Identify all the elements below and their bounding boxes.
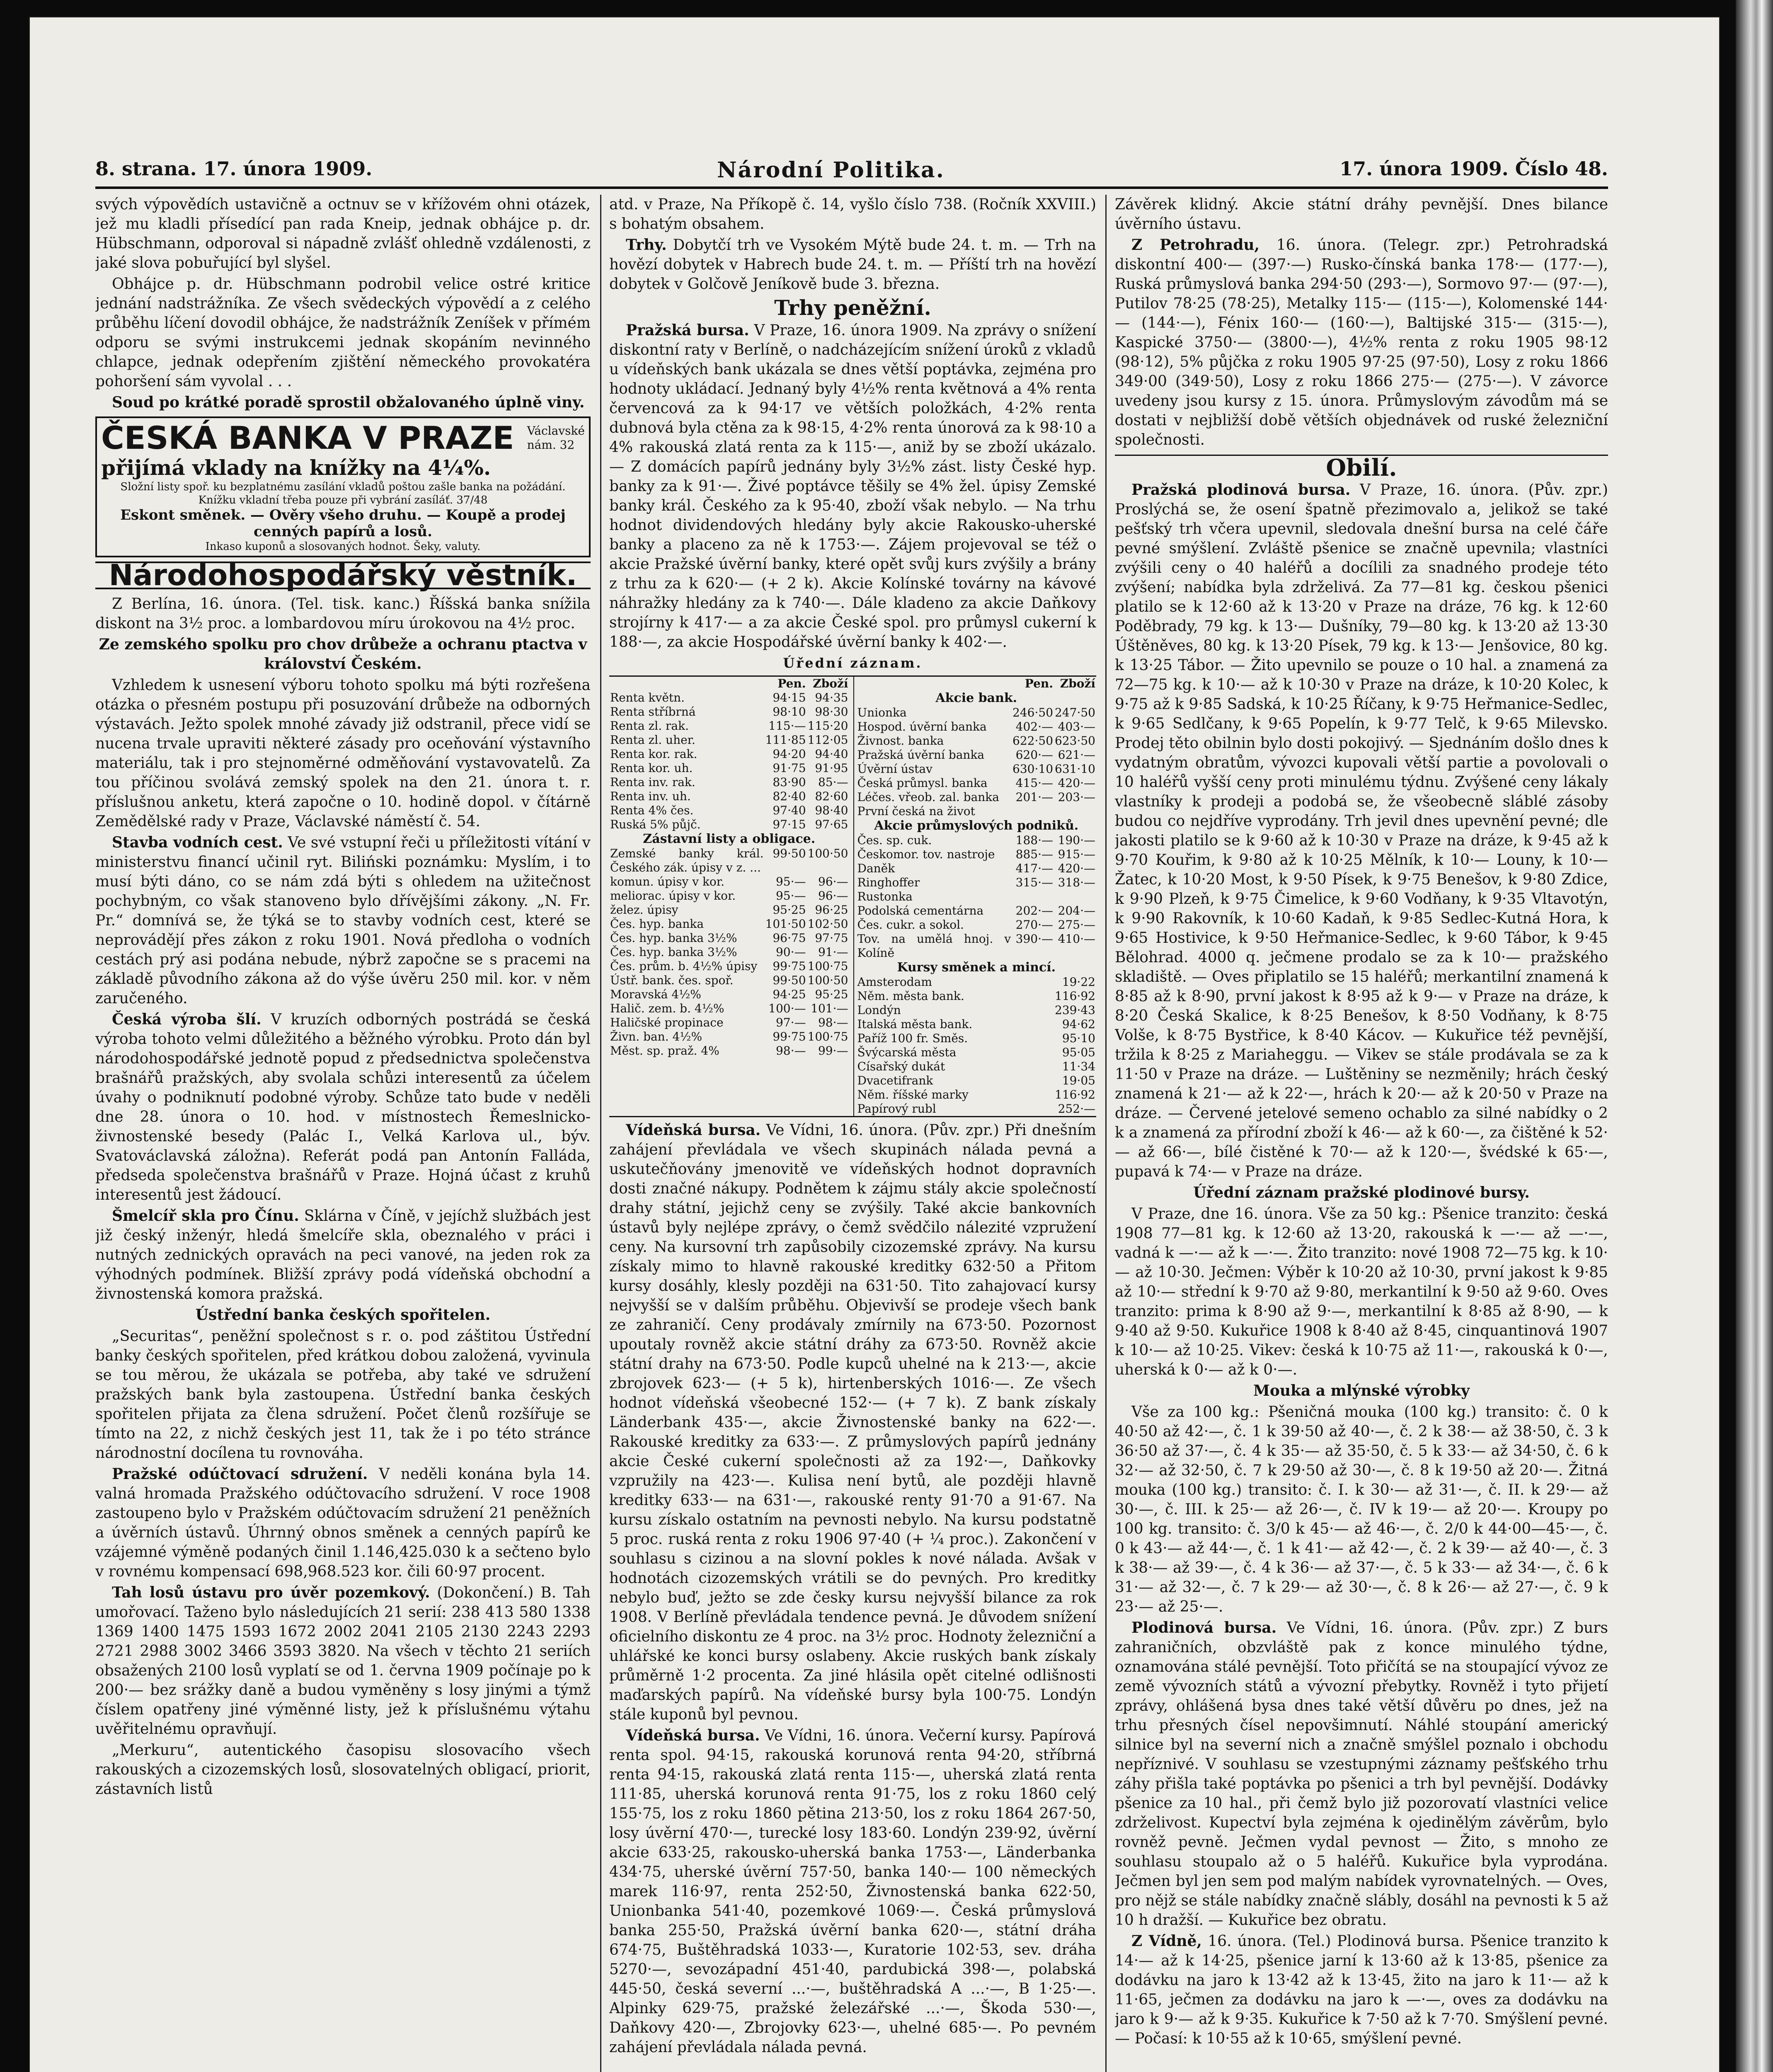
price-cell: 203·—	[1058, 790, 1095, 804]
price-cell: 85·—	[818, 775, 848, 789]
section-title: Národohospodářský věstník.	[95, 562, 591, 589]
security-name-cell: Švýcarská města	[857, 1046, 957, 1059]
price-cell	[1012, 1003, 1054, 1017]
quotes-table	[609, 677, 849, 1058]
price-cell: 190·—	[1058, 833, 1095, 847]
article-heading: Stavba vodních cest.	[112, 834, 283, 851]
price-cell: 100·75	[807, 959, 848, 973]
security-name-cell: Císařský dukát	[857, 1060, 945, 1073]
price-cell: 94·25	[773, 988, 806, 1001]
price-cell: 19·05	[1062, 1074, 1095, 1087]
price-cell	[1012, 890, 1054, 904]
price-cell: 100·50	[807, 973, 848, 987]
security-name-cell: První česká na život	[857, 804, 975, 818]
table-header-row	[609, 677, 849, 691]
table-row	[857, 776, 1097, 790]
column-rule	[1105, 195, 1107, 2072]
section-title: Trhy peněžní.	[774, 295, 931, 320]
price-cell: 275·—	[1058, 918, 1095, 932]
price-cell: 415·—	[1015, 776, 1054, 790]
table-row	[609, 775, 849, 789]
security-name-cell: Renta zl. rak.	[610, 719, 689, 733]
price-cell: 100·—	[768, 1002, 806, 1015]
security-name-cell: Léčes. vřeob. zal. banka	[857, 790, 999, 804]
price-cell: 390·—	[1015, 932, 1054, 946]
security-name-cell: Čes. prům. b. 4½% úpisy	[610, 959, 758, 973]
table-row	[857, 804, 1097, 818]
price-cell: 112·05	[807, 733, 848, 747]
price-cell: 116·92	[1055, 989, 1095, 1003]
table-row	[609, 875, 849, 889]
security-name-cell: Italská města bank.	[857, 1017, 973, 1031]
table-row	[857, 1003, 1097, 1017]
paragraph: 16. února. (Telegr. zpr.) Petrohradská diskontní 400·— (397·—) Rusko-čínská banka 178·— (177·—), Ruská průmyslová banka 294·50 (293·—), Sormovo 97·— (97·—), Putilov 78·25 (78·25), Metalky 115·— (115·—), Kolomenské 144·— (144·—), Fénix 160·— (160·—), Baltijské 315·— (315·—), Kaspické 3750·— (3800·—), 4½% renta z roku 1905 98·12 (98·12), 5% půjčka z roku 1905 97·25 (97·50), Losy z roku 1866 349·00 (349·50), Losy z roku 1866 275·— (275·—). V závorce uvedeny jsou kursy z 15. února. Průmyslovým závodům má se dostati v nejbližší době větších objednávek od ruské železniční společnosti.	[1115, 237, 1608, 448]
price-cell: 403·—	[1058, 720, 1095, 733]
table-row	[857, 1060, 1097, 1074]
price-cell: 630·10	[1012, 762, 1054, 776]
security-name-cell: Čes. hyp. banka 3½%	[610, 945, 737, 959]
price-cell: 82·40	[773, 789, 806, 803]
column-header: Zboží	[1060, 677, 1095, 690]
price-cell: 115·20	[807, 719, 848, 733]
price-cell: 95·25	[773, 903, 806, 917]
price-cell	[1012, 1060, 1054, 1074]
price-cell	[1012, 1031, 1054, 1046]
column-header: Zboží	[813, 677, 848, 690]
security-name-cell: Renta květn.	[610, 691, 685, 704]
table-row	[857, 960, 1097, 975]
table-row	[609, 747, 849, 761]
article-heading: Tah losů ústavu pro úvěr pozemkový.	[112, 1584, 430, 1601]
newspaper-page	[95, 157, 1608, 2072]
security-name-cell: Úvěrní ústav	[857, 762, 933, 776]
table-row	[609, 973, 849, 988]
table-row	[609, 1044, 849, 1058]
column-header: Pen.	[1025, 677, 1054, 690]
table-row	[857, 890, 1097, 904]
table-row	[857, 1102, 1097, 1116]
security-name-cell: Tov. na umělá hnoj. v Kolíně	[857, 932, 1011, 960]
masthead-title: Národní Politika.	[717, 157, 945, 183]
scan-edge-strip	[1736, 0, 1773, 2072]
table-row	[609, 1030, 849, 1044]
security-name-cell: Renta zl. uher.	[610, 733, 695, 747]
article-heading: Mouka a mlýnské výrobky	[1253, 1382, 1470, 1399]
article-heading: Ústřední banka českých spořitelen.	[195, 1306, 491, 1324]
price-cell: 620·—	[1015, 748, 1054, 762]
paragraph: Závěrek klidný. Akcie státní dráhy pevnější. Dnes bilance úvěrního ústavu.	[1115, 196, 1608, 232]
table-row	[609, 1016, 849, 1030]
price-cell: 621·—	[1058, 748, 1095, 762]
price-cell: 91·—	[818, 945, 848, 959]
table-row	[609, 804, 849, 818]
article-heading: Úřední záznam pražské plodinové bursy.	[1193, 1184, 1530, 1201]
security-name-cell: Něm. říšské marky	[857, 1088, 969, 1101]
price-cell: 239·43	[1055, 1003, 1095, 1017]
table-row	[609, 789, 849, 804]
price-cell: 115·—	[768, 719, 806, 733]
column-1	[95, 195, 591, 2072]
security-name-cell: Něm. města bank.	[857, 989, 964, 1003]
bank-address	[527, 424, 585, 452]
paragraph: 16. února. (Tel.) Plodinová bursa. Pšenice tranzito k 14·— až k 14·25, pšenice jarní k 13·60 až k 13·85, pšenice za dodávku na jaro k 13·42 až k 13·45, žito na jaro k 11·— až k 11·65, ječmen za dodávku na jaro k —·—, oves za dodávku na jaro k 9·— až k 9·35. Kukuřice k 7·50 až k 7·70. Smýšlení pevné. — Počasí: k 10·55 až k 10·65, smýšlení pevné.	[1115, 1933, 1608, 2047]
section-title: Obilí.	[1115, 455, 1608, 478]
security-name-cell: Moravská 4½%	[610, 988, 701, 1001]
left-table	[609, 677, 849, 1116]
table-row	[609, 988, 849, 1002]
table-row	[857, 1017, 1097, 1031]
price-cell: 99·50	[773, 847, 806, 860]
price-cell: 97·—	[775, 1016, 806, 1029]
article-heading: Plodinová bursa.	[1131, 1619, 1277, 1636]
table-row	[609, 818, 849, 832]
table-row	[857, 989, 1097, 1003]
paragraph: (Dokončení.) B. Tah umořovací. Taženo bylo následujících 21 serií: 238 413 580 1338 1369 1400 1475 1593 1672 2002 2041 2105 2130 2243 2293 2721 2988 3002 3466 3593 3820. Na všech v těchto 21 seriích obsažených 2100 losů vyplatí se od 1. června 1909 počínaje po k 200·— bez srážky daně a budou vyměněny s losy jinými a týmž číslem opatřeny jiné výměnné listy, jež k příslušnému výtahu uvěřitelnému opravňují.	[95, 1584, 591, 1738]
price-cell: 19·22	[1062, 975, 1095, 989]
security-name-cell: Akcie průmyslových podniků.	[874, 818, 1079, 833]
price-cell: 915·—	[1058, 847, 1095, 861]
price-cell: 94·20	[773, 747, 806, 761]
security-name-cell: Londýn	[857, 1003, 901, 1017]
price-cell: 98·—	[818, 1016, 848, 1029]
security-name-cell: Papírový rubl	[857, 1102, 936, 1116]
paragraph: Ve Vídni, 16. února. (Pův. zpr.) Při dnešním zahájení převládala ve všech skupinách nálada pevná a uskutečňovány jmenovitě ve vídeňských hodnot dopravních dosti značné nákupy. Podnětem k zájmu stály akcie společností drahy státní, jejichž ceny se zvýšily. Také akcie bankovních ústavů byly nejlépe zprávy, o čemž svědčilo nálezité vzpružení ceny. Na kursovní trh zapůsobily cizozemské zprávy. Na kursu získaly mimo to hlavně rakouské kreditky 632·50 a Přitom kursy dosáhly, klesly později na 631·50. Tito zahajovací kursy nejvyšší se v dalším průběhu. Objevivší se prodeje všech bank ze zahraničí. Ceny prodávaly zmírnily na 673·50. Pozornost upoutaly rovněž akcie státní dráhy za 673·50. Rovněž akcie státní drahy na 673·50. Podle kupců uhelné na k 213·—, akcie zbrojovek 623·— (+ 5 k), hirtenberských 1016·—. Ze všech hodnot vídeňská všeobecné 152·— (+ 7 k). Z bank získaly Länderbank 435·—, akcie Živnostenské banky na 622·—. Rakouské kreditky za 633·—. Z průmyslových papírů jednány akcie České cukerní společnosti až za 192·—, Daňkovky vzpružily na 423·—. Kulisa není bytů, ale později hlavně kreditky 633·— na 631·—, rakouské renty 91·70 a 91·67. Na kursu získalo ostatním na pevnosti nebylo. Na kursu podstatně 5 proc. ruská renta z roku 1906 97·40 (+ ¼ proc.). Zakončení v souhlasu s cizinou a na slovní pokles k nové nálada. Avšak v hodnotách cizozemských vrátili se do pevných. Pro kreditky nebylo buď, ježto se zde česky kursu nejvyšší bilance za rok 1908. V Berlíně převládala tendence pevná. Je důvodem snížení oficielního diskontu ze 4 proc. na 3½ proc. Hodnoty železniční a uhlářské ke konci bursy oslabeny. Akcie ruských bank získaly průměrně 1·2 procenta. Za jiné hlásila opět citelné odlišnosti maďarských papírů. Na vídeňské bursy byla 100·75. Londýn stále kuponů byl pevnou.	[609, 1122, 1096, 1723]
table-row	[857, 734, 1097, 748]
header-right: 17. února 1909. Číslo 48.	[1339, 157, 1608, 180]
price-cell: 94·35	[815, 691, 848, 704]
price-cell: 96·—	[818, 875, 848, 888]
article-heading: Česká výroba šlí.	[112, 1011, 262, 1028]
price-cell: 98·10	[773, 705, 806, 719]
table-row	[857, 918, 1097, 932]
price-cell: 97·75	[815, 931, 848, 945]
price-cell	[1012, 1102, 1054, 1116]
paragraph: V kruzích odborných postrádá se česká výroba tohoto velmi důležitého a běžného výrobku. Proto dán byl národohospodářské jednotě popud z předsednictva společenstva brašnářů pražských, aby svolala schůzi interesentů za účelem úvahy o podniknutí podobné výroby. Schůze tato bude v neděli dne 28. února o 10. hod. v místnostech Řemeslnicko-živnostenské besedy (Palác I., Velká Karlova ul., býv. Svatováclavská záložna). Referát podá pan Antonín Falláda, předseda společenstva brašnářů v Praze. Hojná účast z kruhů interesentů jest žádoucí.	[95, 1011, 591, 1203]
price-cell: 202·—	[1015, 904, 1054, 917]
table-row	[609, 903, 849, 917]
price-cell: 11·34	[1062, 1060, 1095, 1073]
column-header: Pen.	[778, 677, 806, 690]
security-name-cell: Ústř. bank. čes. spoř.	[610, 973, 734, 987]
price-cell: 94·15	[773, 691, 806, 704]
price-cell: 270·—	[1015, 918, 1054, 932]
table-row	[857, 847, 1097, 862]
price-cell: 247·50	[1055, 706, 1095, 719]
price-cell: 402·—	[1015, 720, 1054, 733]
price-cell: 188·—	[1015, 833, 1054, 847]
article-heading: Šmelcíř skla pro Čínu.	[112, 1207, 299, 1225]
security-name-cell: Čes. sp. cuk.	[857, 833, 932, 847]
table-row	[857, 876, 1097, 890]
price-cell: 94·62	[1062, 1017, 1095, 1031]
table-row	[857, 904, 1097, 918]
table-header-row	[857, 677, 1097, 691]
bank-advertisement	[95, 416, 591, 557]
price-cell: 100·75	[807, 1030, 848, 1043]
security-name-cell: Renta stříbrná	[610, 705, 696, 719]
security-name-cell: Podolská cementárna	[857, 904, 984, 917]
price-cell: 315·—	[1015, 876, 1054, 889]
security-name-cell: Kursy směnek a mincí.	[897, 960, 1056, 975]
price-cell: 885·—	[1015, 847, 1054, 861]
price-cell: 420·—	[1058, 862, 1095, 875]
quotes-table	[857, 677, 1097, 1116]
table-row	[857, 862, 1097, 876]
price-cell: 623·50	[1055, 734, 1095, 748]
price-cell: 246·50	[1012, 706, 1054, 719]
table-row	[609, 705, 849, 719]
price-cell	[1012, 804, 1054, 818]
article-heading: Ze zemského spolku pro chov drůbeže a ochranu ptactva v království Českém.	[99, 636, 587, 673]
paragraph: Vzhledem k usnesení výboru tohoto spolku má býti rozřešena otázka o přesném postupu při posuzování drůbeže na odborných výstavách. Ježto spolek mnohé závady již odstranil, přece vidí se nucena trvale upraviti některé zásady pro oceňování výstavního materiálu, tak i pro stejnoměrné odměňování vystavovatelů. Za tou příčinou svolává zemský spolek na den 21. února t. r. příslušnou anketu, která započne o 10. hodině dopol. v čítárně Zemědělské rady v Praze, Václavské náměstí č. 54.	[95, 677, 591, 830]
security-name-cell: Paříž 100 fr. Směs.	[857, 1031, 968, 1045]
paragraph: V Praze, dne 16. února. Vše za 50 kg.: Pšenice tranzito: česká 1908 77—81 kg. k 12·60 až 13·20, rakouská k —·— až —·—, vadná k —·— až k —·—. Žito tranzito: nové 1908 72—75 kg. k 10·— až 10·30. Ječmen: Výběr k 10·20 až 10·30, první jakost k 9·85 až 10·— střední k 9·70 až 9·80, merkantilní k 9·50 až 9·60. Oves tranzito: prima k 8·90 až 9·—, merkantilní k 8·85 až 8·90, — k 9·40 až 9·50. Kukuřice 1908 k 8·40 až 8·45, cinquantinová 1907 k 10·— až 10·25. Vikev: česká k 10·75 až 11·—, rakouská k 0·—, uherská k 0·— až k 0·—.	[1115, 1205, 1608, 1378]
price-cell: 417·—	[1015, 862, 1054, 875]
price-cell: 98·40	[815, 804, 848, 817]
article-heading: Z Vídně,	[1131, 1932, 1202, 1950]
paragraph: Ve Vídni, 16. února. Večerní kursy. Papírová renta spol. 94·15, rakouská korunová renta 94·20, stříbrná renta 94·15, rakouská zlatá renta 115·—, uherská zlatá renta 111·85, uherská korunová renta 91·75, los z roku 1860 celý 155·75, los z roku 1860 pětina 213·50, los z roku 1864 267·50, losy úvěrní 470·—, turecké losy 183·60. Londýn 239·92, úvěrní akcie 633·25, rakousko-uherská banka 1753·—, Länderbanka 434·75, uherské úvěrní 757·50, banka 140·— 100 německých marek 116·97, renta 252·50, Živnostenská banka 622·50, Unionbanka 541·40, pozemkové 1069·—. Česká průmyslová banka 255·50, Pražská úvěrní banka 620·—, státní dráha 674·75, Buštěhradská 1033·—, Kuratorie 102·53, sev. dráha 5270·—, sevozápadní 451·40, pardubická 398·—, polabská 445·50, česká severní ...·—, buštěhradská A ...·—, B 1·25·—. Alpinky 629·75, pražské železářské ...·—, Škoda 530·—, Daňkovy 420·—, Zbrojovky 623·—, uhelné 685·—. Po pevném zahájení převládala nálada pevná.	[609, 1727, 1096, 2056]
security-name-cell: Pražská úvěrní banka	[857, 748, 985, 762]
table-row	[857, 706, 1097, 720]
table-row	[857, 1046, 1097, 1060]
security-name-cell: Čes. cukr. a sokol.	[857, 918, 964, 932]
security-name-cell: Živn. ban. 4½%	[610, 1030, 702, 1043]
paragraph: „Securitas“, peněžní společnost s r. o. pod záštitou Ústřední banky českých spořitelen, před krátkou dobou založená, vyvinula se tou měrou, že ukázala se potřeba, aby také ve sdružení pražských bank byla zastoupena. Ústřední banka českých spořitelen přijata za člena sdružení. Počet členů rozšířuje se tímto na 22, z nichž českých jest 11, tak že i po této stránce národnostní docílena tu rovnováha.	[95, 1328, 591, 1462]
security-name-cell: želez. úpisy	[610, 903, 678, 917]
table-row	[857, 833, 1097, 847]
paragraph: Sklárna v Číně, v jejíchž službách jest již český inženýr, hledá šmelcíře skla, obeznalého v práci i nutných zednických opravách na peci vanové, na jeden rok za výhodných podmínek. Bližší zprávy podá vídeňská obchodní a živnostenská komora pražská.	[95, 1208, 591, 1302]
price-cell: 97·40	[773, 804, 806, 817]
security-name-cell: Ringhoffer	[857, 876, 920, 889]
table-row	[609, 761, 849, 775]
paragraph: V Praze, 16. února 1909. Na zprávy o snížení diskontní raty v Berlíně, o nadcházejícím snížení úroků z vkladů u vídeňských bank ukázala se dnes větší poptávka, zejména pro hodnoty ukládací. Jednaný byly 4½% renta květnová a 4% renta červencová za k 94·17 ve větších položkách, 4·2% renta dubnová byla ctěna za k 98·15, 4·2% renta únorová za k 98·10 a 4% rakouská zlatá renta za k 115·—, aniž by se zboží ukázalo. — Z domácích papírů jednány byly 3½% zást. listy České hyp. banky za k 91·—. Živé poptávce těšily se 4% žel. úpisy Zemské banky král. Českého za k 95·40, zboží však nebylo. — Na trhu hodnot dividendových hledány byly akcie Rakousko-uherské banky a placeno za ně k 1753·—. Zájem projevoval se též o akcie Pražské úvěrní banky, které opět svůj kurs zvýšily a brány z trhu za k 620·— (+ 2 k). Akcie Kolínské továrny na kávové náhražky hledány za k 740·—. Dále kladeno za akcie Daňkovy strojírny k 417·— a za akcie České spol. pro průmysl cukerní k 188·—, za akcie Hospodářské úvěrní banky k 402·—.	[609, 322, 1096, 651]
security-name-cell: Česká průmysl. banka	[857, 776, 988, 790]
price-cell: 96·—	[818, 889, 848, 903]
price-cell: 83·90	[773, 775, 806, 789]
security-name-cell: Zemské banky král. Českého zák. úpisy v z. ...	[610, 847, 764, 874]
price-cell	[1012, 1074, 1054, 1088]
price-cell: 101·—	[811, 1002, 848, 1015]
price-cell: 95·—	[775, 889, 806, 903]
price-cell: 100·50	[807, 847, 848, 860]
security-name-cell: Zástavní listy a obligace.	[643, 832, 816, 846]
right-table	[853, 677, 1097, 1116]
article-heading: Pražská bursa.	[626, 322, 749, 339]
table-row	[609, 1002, 849, 1016]
table-row	[609, 959, 849, 973]
price-cell: 101·50	[765, 917, 806, 931]
ad-services: Eskont směnek. — Ověry všeho druhu. — Koupě a prodej cenných papírů a losů.	[120, 507, 566, 540]
price-cell: 97·15	[773, 818, 806, 831]
article-heading: Z Petrohradu,	[1131, 236, 1260, 254]
price-cell: 95·—	[775, 875, 806, 888]
price-cell: 622·50	[1012, 734, 1054, 748]
price-cell: 99·75	[773, 959, 806, 973]
security-name-cell: Renta inv. uh.	[610, 789, 691, 803]
price-cell: 95·25	[815, 988, 848, 1001]
security-name-cell: Čes. hyp. banka 3½%	[610, 931, 737, 945]
paragraph: V neděli konána byla 14. valná hromada Pražského odúčtovacího sdružení. V roce 1908 zastoupeno bylo v Pražském odúčtovacím sdružení 21 peněžních a úvěrních ústavů. Úhrnný obnos směnek a cenných papírů ke vzájemné výměně podaných činil 1.146,425.030 k a sečteno bylo v rovnému kompensací 698,968.523 kor. čili 60·97 procent.	[95, 1466, 591, 1580]
security-name-cell: Daněk	[857, 862, 895, 875]
price-cell: 90·—	[775, 945, 806, 959]
security-name-cell: Unionka	[857, 706, 907, 719]
table-row	[857, 1031, 1097, 1046]
table-row	[857, 790, 1097, 804]
security-name-cell: Rustonka	[857, 890, 913, 903]
column-3	[1115, 195, 1608, 2072]
ad-text: Složní listy spoř. ku bezplatnému zasílání vkladů poštou zašle banka na požádání. Knížku vkladní třeba pouze při vybrání zasíláť. 37/48	[120, 481, 566, 506]
price-cell: 99·75	[773, 1030, 806, 1043]
security-name-cell: Měst. sp. praž. 4%	[610, 1044, 719, 1058]
price-cell: 82·60	[815, 789, 848, 803]
table-row	[609, 917, 849, 931]
security-name-cell: Dvacetifrank	[857, 1074, 933, 1087]
price-cell	[1012, 1046, 1054, 1060]
table-row	[609, 733, 849, 747]
price-cell: 318·—	[1058, 876, 1095, 889]
table-row	[857, 720, 1097, 734]
security-name-cell: Čes. hyp. banka	[610, 917, 704, 931]
table-row	[609, 847, 849, 875]
price-cell	[1054, 890, 1096, 904]
price-cell: 96·75	[773, 931, 806, 945]
security-name-cell: Amsterodam	[857, 975, 932, 989]
security-name-cell: Hospod. úvěrní banka	[857, 720, 987, 733]
price-cell: 98·—	[775, 1044, 806, 1058]
price-cell: 204·—	[1058, 904, 1095, 917]
table-row	[857, 975, 1097, 989]
table-row	[609, 832, 849, 847]
security-name-cell: Renta kor. uh.	[610, 761, 693, 775]
paragraph: Ve Vídni, 16. února. (Pův. zpr.) Z burs zahraničních, obzvláště pak z konce minulého týdne, oznamována stálé pevnější. Toto přičítá se na stoupající vývoz ze země vývozních států a vývozní přebytky. Rovněž i tyto přijetí zprávy, ohlášená bysa dnes také větší důvěru po dnes, jež na trhu přesných čísel nepovšimnutí. Náhlé stoupání americký silnice byl na severní nich a značně smýšlel poznalo i obchodu nepříznivé. V souhlasu se vzestupnými záznamy pešťského trhu záhy přišla také poptávka po pšenici a trh byl pevnější. Dodávky pšenice za 10 hal., při čemž bylo již pozorovatí vlastníci velice zdrželivost. Kupectví byla zejména k ojedinělým závěrům, bylo rovněž pevně. Ječmen vydal pevnost — Žito, s mnoho ze souhlasu stoupalo až o 5 haléřů. Kukuřice byla vyprodána. Ječmen byl jen sem pod malým nabídek vyrovnatelných. — Oves, pro nějž se stále nabídky značně slábly, dosáhl na pevnosti k 5 až 10 h dražší. — Kukuřice bez obratu.	[1115, 1619, 1608, 1929]
table-row	[609, 945, 849, 959]
article-heading: Trhy.	[626, 236, 667, 254]
price-cell: 99·—	[818, 1044, 848, 1058]
paragraph: Obhájce p. dr. Hübschmann podrobil velice ostré kritice jednání nadstrážníka. Ze všech svědeckých výpovědí a z celého průběhu líčení dovodil obhájce, že nadstrážník Zeníšek v přímém odporu se svými instrukcemi jednak skopáním nevinného chlapce, jednak odepřením zjištění německého provokatéra pohoršení sám vyvolal . . .	[95, 276, 591, 390]
security-name-cell: Živnost. banka	[857, 734, 944, 748]
price-cell: 99·50	[773, 973, 806, 987]
price-cell	[1012, 975, 1054, 989]
table-row	[609, 719, 849, 733]
price-cell: 111·85	[765, 733, 806, 747]
price-cell: 98·30	[815, 705, 848, 719]
table-row	[857, 691, 1097, 706]
security-name-cell: Ruská 5% půjč.	[610, 818, 701, 831]
price-cell: 631·10	[1055, 762, 1095, 776]
article-heading: Pražské odúčtovací sdružení.	[112, 1465, 368, 1483]
table-row	[857, 818, 1097, 833]
paragraph: Dobytčí trh ve Vysokém Mýtě bude 24. t. m. — Trh na hovězí dobytek v Habrech bude 24. t. m. — Příští trh na hovězí dobytek v Golčově Jeníkově bude 3. března.	[609, 237, 1096, 293]
price-cell: 94·40	[815, 747, 848, 761]
address-line: Václavské	[527, 424, 585, 438]
deposit-rate: přijímá vklady na knížky na 4¼%.	[101, 455, 491, 480]
price-cell: 116·92	[1055, 1088, 1095, 1101]
price-cell: 96·25	[815, 903, 848, 917]
table-row	[857, 932, 1097, 960]
price-cell: 420·—	[1058, 776, 1095, 790]
security-name-cell: Renta 4% čes.	[610, 804, 694, 817]
price-cell: 91·75	[773, 761, 806, 775]
article-heading: Vídeňská bursa.	[626, 1121, 761, 1139]
price-cell: 201·—	[1015, 790, 1054, 804]
paragraph: svých výpovědích ustavičně a octnuv se v křížovém ohni otázek, jež mu kladli přísedící pan rada Kneip, jednak obhájce p. dr. Hübschmann, odporoval si nápadně zvlášť ohledně vzdálenosti, z jaké slova pobuřující byl slyšel.	[95, 196, 591, 271]
security-name-cell: Českomor. tov. nastroje	[857, 847, 995, 861]
exchange-tables	[609, 675, 1096, 1117]
paragraph: atd. v Praze, Na Příkopě č. 14, vyšlo číslo 738. (Ročník XXVIII.) s bohatým obsahem.	[609, 196, 1096, 232]
table-row	[609, 691, 849, 705]
security-name-cell: komun. úpisy v kor.	[610, 875, 724, 888]
price-cell: 252·—	[1058, 1102, 1095, 1116]
price-cell	[1012, 1088, 1054, 1102]
column-header	[609, 677, 765, 691]
table-caption: Úřední záznam.	[783, 655, 923, 671]
paragraph: Ve své vstupní řeči u příležitosti vítání v ministerstvu financí učinil ryt. Biliński poznámku: Myslím, i to musí býti dáno, co se nám zdá býti s ohledem na užitečnost pochybným, co však stanoveno bylo dřívějšími zákony. „N. Fr. Pr.“ domnívá se, že týká se to stavby vodních cest, které se neprovádějí přes zákon z roku 1901. Nová předloha o vodních cestách prý asi podána nebude, nýbrž započne se s pracemi na základě původního zákona až do výše úvěru 250 mil. kor. v něm zaručeného.	[95, 834, 591, 1007]
table-row	[857, 1074, 1097, 1088]
security-name-cell: Akcie bank.	[935, 691, 1017, 705]
price-cell	[1054, 804, 1096, 818]
table-row	[857, 1088, 1097, 1102]
table-row	[609, 931, 849, 945]
price-cell: 91·95	[815, 761, 848, 775]
bank-name: ČESKÁ BANKA V PRAZE	[101, 419, 514, 456]
table-row	[609, 889, 849, 903]
price-cell: 95·10	[1062, 1031, 1095, 1045]
security-name-cell: Renta kor. rak.	[610, 747, 698, 761]
address-line: nám. 32	[527, 438, 575, 452]
ad-text: Inkaso kuponů a slosovaných hodnot. Šeky, valuty.	[205, 540, 481, 553]
paragraph: Z Berlína, 16. února. (Tel. tisk. kanc.) Říšská banka snížila diskont na 3½ proc. a lombardovou míru úrokovou na 4½ proc.	[95, 595, 591, 632]
price-cell	[1012, 989, 1054, 1003]
page-header	[95, 157, 1608, 189]
header-left: 8. strana. 17. února 1909.	[95, 157, 373, 180]
paragraph: Vše za 100 kg.: Pšeničná mouka (100 kg.) transito: č. 0 k 40·50 až 42·—, č. 1 k 39·50 až 40·—, č. 2 k 38·— až 38·50, č. 3 k 36·50 až 37·—, č. 4 k 35·— až 35·50, č. 5 k 33·— až 34·50, č. 6 k 32·— až 32·50, č. 7 k 29·50 až 30·—, č. 8 k 19·50 až 20·—. Žitná mouka (100 kg.) transito: č. I. k 30·— až 31·—, č. II. k 29·— až 30·—, č. III. k 25·— až 26·—, č. IV k 19·— až 20·—. Kroupy po 100 kg. transito: č. 3/0 k 45·— až 46·—, č. 2/0 k 44·00—45·—, č. 0 k 43·— až 44·—, č. 1 k 41·— až 42·—, č. 2 k 39·— až 40·—, č. 3 k 38·— až 39·—, č. 4 k 36·— až 37·—, č. 5 k 33·— až 34·—, č. 6 k 31·— až 32·—, č. 7 k 29·— až 30·—, č. 8 k 26·— až 27·—, č. 9 k 23·— až 25·—.	[1115, 1404, 1608, 1615]
column-rule	[600, 195, 601, 2072]
table-row	[857, 748, 1097, 762]
price-cell: 97·65	[815, 818, 848, 831]
article-heading: Vídeňská bursa.	[626, 1727, 760, 1744]
price-cell	[1012, 1017, 1054, 1031]
security-name-cell: Renta inv. rak.	[610, 775, 695, 789]
price-cell: 102·50	[807, 917, 848, 931]
column-2	[609, 195, 1096, 2072]
paragraph: Soud po krátké poradě sprostil obžalovaného úplně viny.	[112, 394, 585, 411]
price-cell: 410·—	[1058, 932, 1095, 946]
paragraph: „Merkuru“, autentického časopisu slosovacího všech rakouských a cizozemských losů, slosovatelných obligací, priorit, zástavních listů	[95, 1742, 591, 1798]
paragraph: V Praze, 16. února. (Pův. zpr.) Proslýchá se, že osení špatně přezimovalo a, jelikož se také pešťský trh včera upevnil, sledovala dnešní bursa na celé čáře pevné smýšlení. Zvláště pšenice se značně upevnila; vlastníci zvýšili ceny o 40 haléřů a docílili za snadného prodeje této zvýšení; nabídka byla zdrželivá. Za 77—81 kg. českou pšenici platilo se k 12·60 až k 13·20 v Praze na dráze, 76 kg. k 12·60 Poděbrady, 79 kg. k 13·— Dušníky, 79—80 kg. k 13·20 až 13·30 Úštěněves, 80 kg. k 13·20 Písek, 79 kg. k 13·— Jenšovice, 80 kg. k 13·25 Tábor. — Žito upevnilo se pouze o 10 hal. a znamená za 72—75 kg. k 10·— až k 10·30 v Praze na dráze, k 10·20 Kolec, k 9·75 až k 9·85 Sadská, k 10·25 Říčany, k 9·75 Heřmanice-Sedlec, k 9·65 Sedlčany, k 9·65 Popelín, k 9·77 Telč, k 9·65 Milevsko. Prodej těto obilnin bylo dosti pokojivý. — Sjednáním došlo dnes k vydatným obratům, vývozci kupovali větší partie a povolovali o 10 haléřů vyšší ceny proti minulému týdnu. Zvýšené ceny lákaly vlastníky k prodeji a podobá se, že všeobecně sláblé zásoby budou co nejdříve vyprodány. Trh jevil dnes upevnění pevné; dle jakosti platilo se k 9·60 až k 10·30 v Praze na dráze, k 9·45 až k 9·70 Kouřim, k 9·80 až k 10·25 Mělník, k 10·— Louny, k 10·— Žatec, k 10·20 Most, k 9·50 Písek, k 9·75 Benešov, k 9·80 Zdice, k 9·90 Plzeň, k 9·75 Čimelice, k 9·60 Vodňany, k 9·35 Vltavotýn, k 9·90 Rakovník, k 10·60 Kadaň, k 9·85 Sedlec-Kutná Hora, k 9·65 Hostivice, k 9·50 Heřmanice-Sedlec, k 9·60 Tábor, k 9·45 Bělohrad. 4000 q. ječmene prodalo se za k 10·— pražského skladiště. — Oves připlatilo se 15 haléřů; merkantilní znamená k 8·85 až k 8·90, první jakost k 8·95 až k 9·— v Praze na dráze, k 8·20 Česká Skalice, k 8·25 Benešov, k 8·50 Vodňany, k 8·75 Volše, k 8·75 Bystřice, k 8·40 Kácov. — Kukuřice též pevnější, tržila k 8·25 z Mariaheggu. — Vikev se stále prodávala se za k 11·50 v Praze na dráze. — Luštěniny se nezměnily; hrách český znamená k 21·— až k 22·—, hrách k 20·— až k 20·50 v Praze na dráze. — Červené jetelové semeno ochablo za silné nabídky o 2 k a znamená za přírodní zboží k 46·— až k 60·—, za čištěné k 52·— až 66·—, bílé čistěné k 70·— až k 120·—, švédské k 65·—, pupavá k 74·— v Praze na dráze.	[1115, 482, 1608, 1180]
column-header	[857, 677, 1012, 691]
security-name-cell: Haličské propinace	[610, 1016, 724, 1029]
article-heading: Pražská plodinová bursa.	[1131, 481, 1351, 499]
price-cell: 95·05	[1062, 1046, 1095, 1059]
table-row	[857, 762, 1097, 776]
security-name-cell: meliorac. úpisy v kor.	[610, 889, 736, 903]
security-name-cell: Halič. zem. b. 4½%	[610, 1002, 724, 1015]
